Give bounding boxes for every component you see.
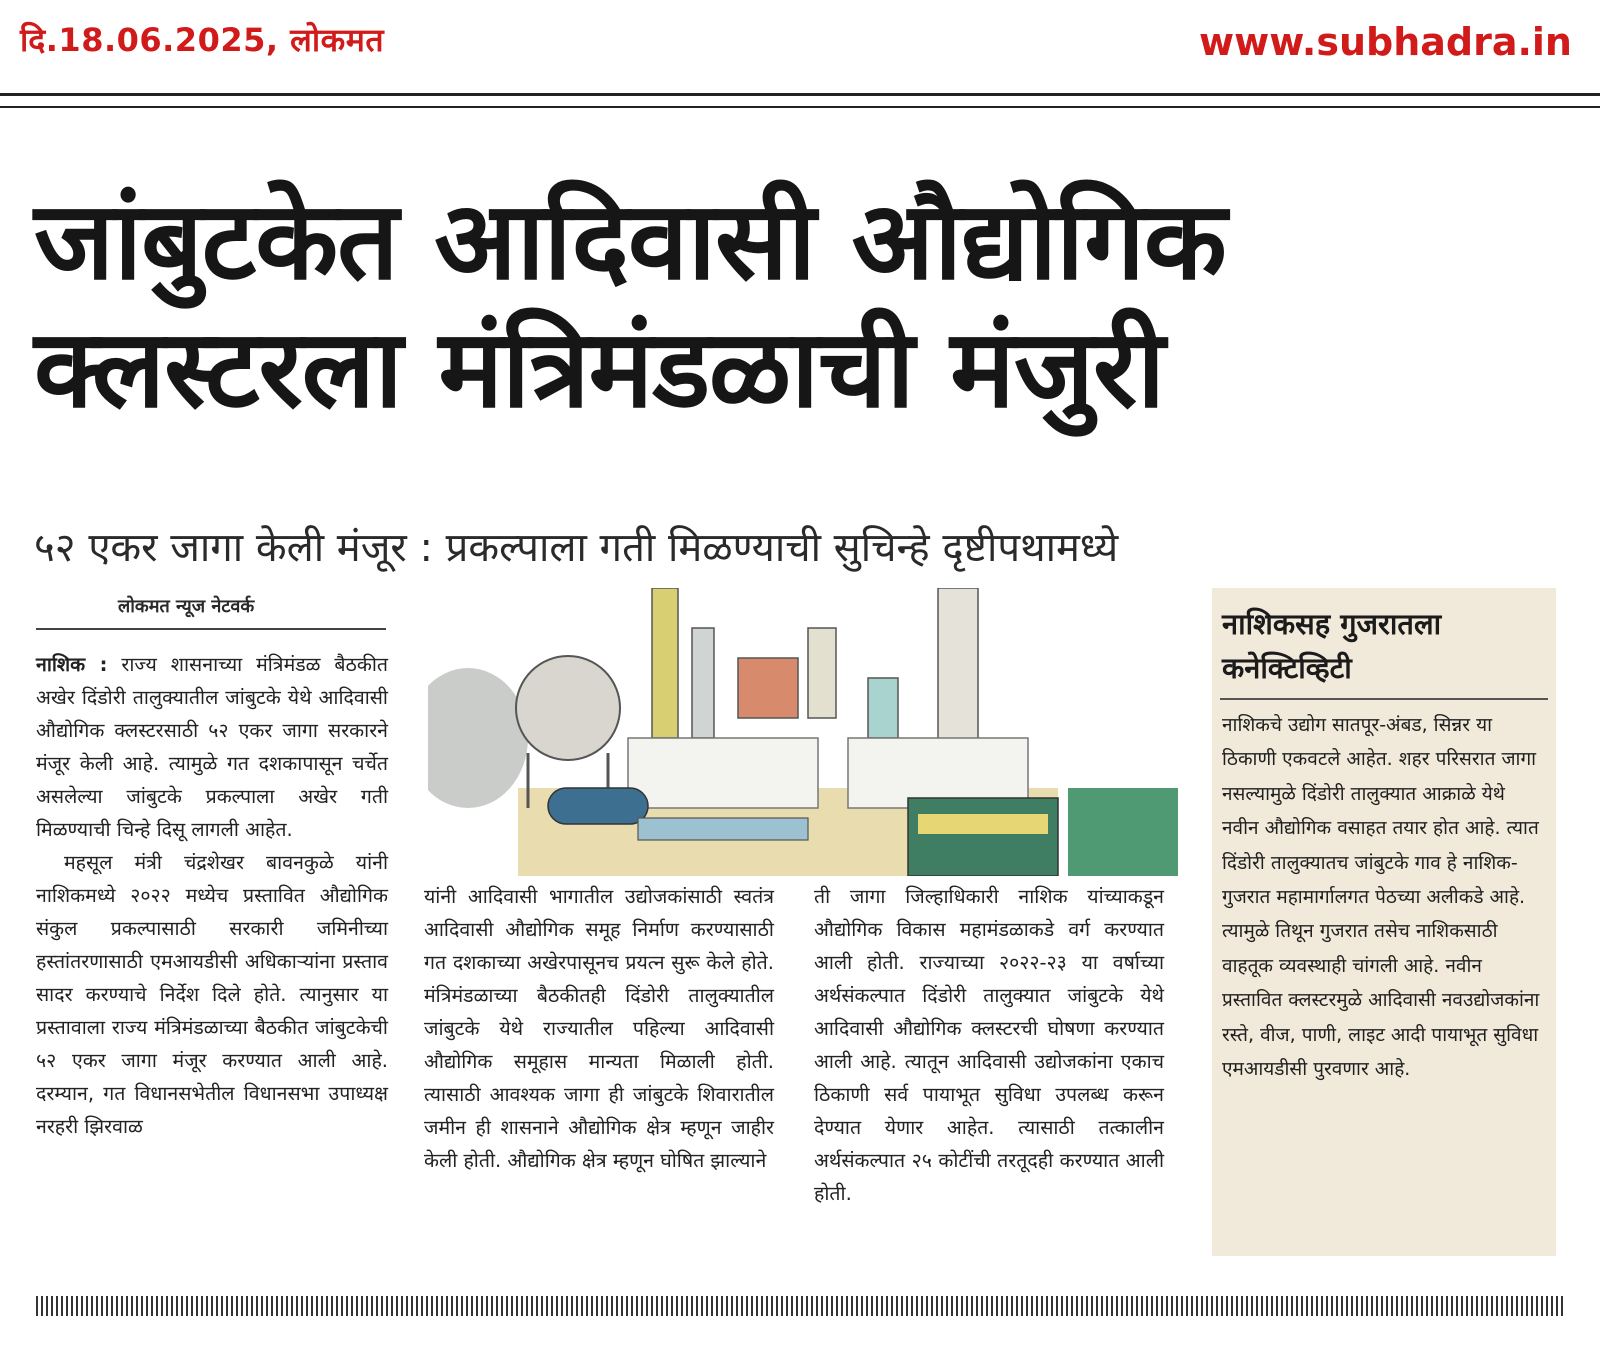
article-column-3: [814, 880, 1164, 1210]
column-3-text: ती जागा जिल्हाधिकारी नाशिक यांच्याकडून औद्योगिक विकास महामंडळाकडे वर्ग करण्यात आली होती. राज्याच्या २०२२-२३ या वर्षाच्या अर्थसंकल्पात दिंडोरी तालुक्यात जांबुटके येथे आदिवासी औद्योगिक क्लस्टरची घोषणा करण्यात आली आहे. त्यातून आदिवासी उद्योजकांना एकाच ठिकाणी सर्व पायाभूत सुविधा उपलब्ध करून देण्यात येणार आहेत. त्यासाठी तत्कालीन अर्थसंकल्पात २५ कोटींची तरतूदही करण्यात आली होती.: [814, 885, 1164, 1205]
date-source-label: दि.18.06.2025, लोकमत: [20, 21, 385, 59]
subheadline: ५२ एकर जागा केली मंजूर : प्रकल्पाला गती मिळण्याची सुचिन्हे दृष्टीपथामध्ये: [34, 525, 1119, 571]
footer-barcode-strip: [36, 1296, 1566, 1316]
article-column-2: [424, 880, 774, 1177]
sidebar-title: नाशिकसह गुजरातला कनेक्टिव्हिटी: [1222, 607, 1442, 685]
column-1-paragraph-2: महसूल मंत्री चंद्रशेखर बावनकुळे यांनी नाशिकमध्ये २०२२ मध्येच प्रस्तावित औद्योगिक संकुल प्रकल्पासाठी सरकारी जमिनीच्या हस्तांतरणासाठी एमआयडीसी अधिकाऱ्यांना प्रस्ताव सादर करण्याचे निर्देश दिले होते. त्यानुसार या प्रस्तावाला राज्य मंत्रिमंडळाच्या बैठकीत जांबुटकेची ५२ एकर जागा मंजूर करण्यात आली आहे. दरम्यान, गत विधानसभेतील विधानसभा उपाध्यक्ष नरहरी झिरवाळ: [36, 851, 388, 1138]
sidebar-box: [1212, 588, 1556, 1256]
dateline: नाशिक :: [36, 653, 108, 676]
header-rule: [0, 93, 1600, 108]
industrial-plant-illustration: [428, 588, 1188, 876]
byline: लोकमत न्यूज नेटवर्क: [118, 596, 255, 617]
column-1-paragraph-1: राज्य शासनाच्या मंत्रिमंडळ बैठकीत अखेर दिंडोरी तालुक्यातील जांबुटके येथे आदिवासी औद्योगिक क्लस्टरसाठी ५२ एकर जागा सरकारने मंजूर केली आहे. त्यामुळे गत दशकापासून चर्चेत असलेल्या जांबुटके प्रकल्पाला अखेर गती मिळण्याची चिन्हे दिसू लागली आहेत.: [36, 653, 388, 841]
headline: [34, 178, 1534, 434]
sidebar-body: नाशिकचे उद्योग सातपूर-अंबड, सिन्नर या ठिकाणी एकवटले आहेत. शहर परिसरात जागा नसल्यामुळे दिंडोरी तालुक्यात आक्राळे येथे नवीन औद्योगिक वसाहत तयार होत आहे. त्यात दिंडोरी तालुक्यातच जांबुटके गाव हे नाशिक-गुजरात महामार्गालगत पेठच्या अलीकडे आहे. त्यामुळे तिथून गुजरात तसेच नाशिकसाठी वाहतूक व्यवस्थाही चांगली आहे. नवीन प्रस्तावित क्लस्टरमुळे आदिवासी नवउद्योजकांना रस्ते, वीज, पाणी, लाइट आदी पायाभूत सुविधा एमआयडीसी पुरवणार आहे.: [1222, 714, 1540, 1081]
byline-rule: [36, 628, 386, 630]
headline-line-1: जांबुटकेत आदिवासी औद्योगिक: [34, 179, 1226, 304]
sidebar-rule: [1220, 698, 1548, 700]
website-label[interactable]: www.subhadra.in: [1199, 20, 1572, 64]
column-2-text: यांनी आदिवासी भागातील उद्योजकांसाठी स्वतंत्र आदिवासी औद्योगिक समूह निर्माण करण्यासाठी गत दशकाच्या अखेरपासूनच प्रयत्न सुरू केले होते. मंत्रिमंडळाच्या बैठकीतही दिंडोरी तालुक्यातील जांबुटके येथे राज्यातील पहिल्या आदिवासी औद्योगिक समूहास मान्यता मिळाली होती. त्यासाठी आवश्यक जागा ही जांबुटके शिवारातील जमीन ही शासनाने औद्योगिक क्षेत्र म्हणून जाहीर केली होती. औद्योगिक क्षेत्र म्हणून घोषित झाल्याने: [424, 885, 774, 1172]
headline-line-2: क्लस्टरला मंत्रिमंडळाची मंजुरी: [34, 307, 1165, 432]
article-column-1: [36, 648, 388, 1143]
